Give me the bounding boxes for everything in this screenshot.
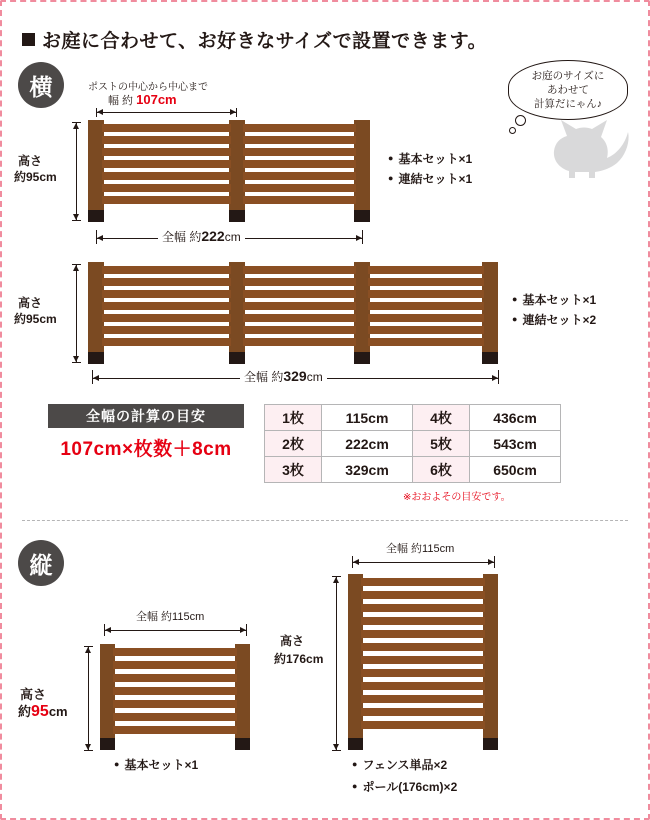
section-badge-tate xyxy=(18,540,64,586)
diagram2-total-arrow-left xyxy=(93,375,99,381)
fence2-post-4 xyxy=(482,262,498,352)
diagram4-total-label: 全幅 約115cm xyxy=(386,543,455,555)
diagram1-item-0: ● 基本セット×1 xyxy=(388,150,472,167)
diagram3-height-arrow-up xyxy=(85,647,91,653)
diagram3-total-tick-right xyxy=(246,624,247,636)
diagram1-total-arrow-left xyxy=(97,235,103,241)
page-title-text: お庭に合わせて、お好きなサイズで設置できます。 xyxy=(42,31,488,52)
diagram1-total-label: 全幅 約222cm xyxy=(158,228,245,245)
cell-size-3: 329cm xyxy=(322,457,413,483)
diagram2-total-arrow-right xyxy=(492,375,498,381)
diagram3-height-label-2: 約95cm xyxy=(18,703,68,720)
diagram1-width-arrow-right xyxy=(230,109,236,115)
fence3-post-2 xyxy=(235,644,250,738)
diagram1-item-1: ● 連結セット×1 xyxy=(388,170,472,187)
fence-diagram-4 xyxy=(348,574,498,750)
diagram1-height-tick-bottom xyxy=(72,220,81,221)
calc-bar xyxy=(48,404,244,428)
fence1-base-1 xyxy=(88,210,104,222)
diagram2-total-value: 329 xyxy=(283,368,307,384)
bubble-tail-small xyxy=(509,127,516,134)
size-table xyxy=(264,404,561,483)
diagram1-width-label: 幅 約 107cm xyxy=(108,92,177,107)
cell-count-3: 3枚 xyxy=(265,457,322,483)
diagram3-height-value: 95 xyxy=(31,703,49,720)
cell-count-4: 4枚 xyxy=(413,405,470,431)
fence1-base-3 xyxy=(354,210,370,222)
table-row xyxy=(265,457,561,483)
calc-bar-label: 全幅の計算の目安 xyxy=(86,408,206,424)
diagram1-width-tick-right xyxy=(236,108,237,117)
diagram2-height-label-1: 高さ xyxy=(18,296,43,310)
cell-count-6: 6枚 xyxy=(413,457,470,483)
cat-icon xyxy=(545,118,631,180)
diagram1-height-dimline xyxy=(76,122,77,220)
diagram4-item-1: ● ポール(176cm)×2 xyxy=(352,778,457,795)
table-row xyxy=(265,431,561,457)
bubble-line-2: あわせて xyxy=(546,84,589,96)
diagram3-height-label-1: 高さ xyxy=(20,687,47,702)
diagram4-height-arrow-down xyxy=(333,744,339,750)
bubble-tail-large xyxy=(515,115,526,126)
diagram4-height-tick-bottom xyxy=(332,750,341,751)
diagram4-item-0: ● フェンス単品×2 xyxy=(352,756,447,773)
section-badge-yoko-label: 横 xyxy=(29,73,53,100)
diagram2-height-label-2: 約95cm xyxy=(14,312,57,326)
diagram4-height-dimline xyxy=(336,576,337,750)
size-table-note: ※おおよその目安です。 xyxy=(403,492,511,503)
bubble-line-3: 計算だにゃん♪ xyxy=(533,98,603,110)
diagram1-width-value: 107cm xyxy=(136,92,177,107)
cell-count-1: 1枚 xyxy=(265,405,322,431)
fence4-post-2 xyxy=(483,574,498,738)
diagram3-total-arrow-right xyxy=(240,627,246,633)
diagram4-height-arrow-up xyxy=(333,577,339,583)
diagram3-height-arrow-down xyxy=(85,744,91,750)
diagram1-width-dimline xyxy=(96,112,236,113)
diagram1-width-arrow-left xyxy=(97,109,103,115)
diagram2-total-label: 全幅 約329cm xyxy=(240,368,327,385)
cell-size-2: 222cm xyxy=(322,431,413,457)
bubble-line-1: お庭のサイズに xyxy=(531,70,605,82)
section-badge-tate-label: 縦 xyxy=(29,551,53,578)
table-row xyxy=(265,405,561,431)
diagram3-height-dimline xyxy=(88,646,89,750)
diagram1-height-label-2: 約95cm xyxy=(14,170,57,184)
diagram2-height-dimline xyxy=(76,264,77,362)
cell-size-5: 543cm xyxy=(470,431,561,457)
section-divider xyxy=(22,520,628,521)
diagram4-total-arrow-left xyxy=(353,559,359,565)
diagram3-total-arrow-left xyxy=(105,627,111,633)
diagram1-height-arrow-down xyxy=(73,214,79,220)
fence1-base-2 xyxy=(229,210,245,222)
diagram2-height-arrow-down xyxy=(73,356,79,362)
diagram1-post-note: ポストの中心から中心まで xyxy=(88,82,208,93)
cell-count-5: 5枚 xyxy=(413,431,470,457)
square-bullet-icon xyxy=(22,33,35,46)
fence-diagram-2 xyxy=(88,262,498,362)
diagram4-total-dimline xyxy=(352,562,494,563)
diagram2-total-tick-right xyxy=(498,370,499,384)
diagram3-total-dimline xyxy=(104,630,246,631)
section-badge-yoko xyxy=(18,62,64,108)
diagram3-height-tick-bottom xyxy=(84,750,93,751)
diagram4-total-tick-right xyxy=(494,556,495,568)
diagram1-total-arrow-right xyxy=(356,235,362,241)
cell-count-2: 2枚 xyxy=(265,431,322,457)
diagram4-height-label-2: 約176cm xyxy=(274,652,324,666)
diagram1-total-value: 222 xyxy=(201,228,225,244)
page-title xyxy=(22,26,487,53)
diagram2-item-0: ● 基本セット×1 xyxy=(512,291,596,308)
fence1-post-3 xyxy=(354,120,370,210)
fence-diagram-3 xyxy=(100,644,250,750)
cell-size-4: 436cm xyxy=(470,405,561,431)
cell-size-1: 115cm xyxy=(322,405,413,431)
speech-bubble xyxy=(508,60,628,120)
diagram4-height-label-1: 高さ xyxy=(280,634,305,648)
diagram2-item-1: ● 連結セット×2 xyxy=(512,311,596,328)
diagram1-height-arrow-up xyxy=(73,123,79,129)
diagram2-height-tick-bottom xyxy=(72,362,81,363)
diagram4-total-arrow-right xyxy=(488,559,494,565)
diagram3-item-0: ● 基本セット×1 xyxy=(114,756,198,773)
diagram3-total-label: 全幅 約115cm xyxy=(136,611,205,623)
cell-size-6: 650cm xyxy=(470,457,561,483)
fence-diagram-1 xyxy=(88,120,370,220)
calc-formula: 107cm×枚数＋8cm xyxy=(60,439,232,460)
diagram1-total-tick-right xyxy=(362,230,363,244)
diagram2-height-arrow-up xyxy=(73,265,79,271)
diagram1-height-label-1: 高さ xyxy=(18,154,43,168)
